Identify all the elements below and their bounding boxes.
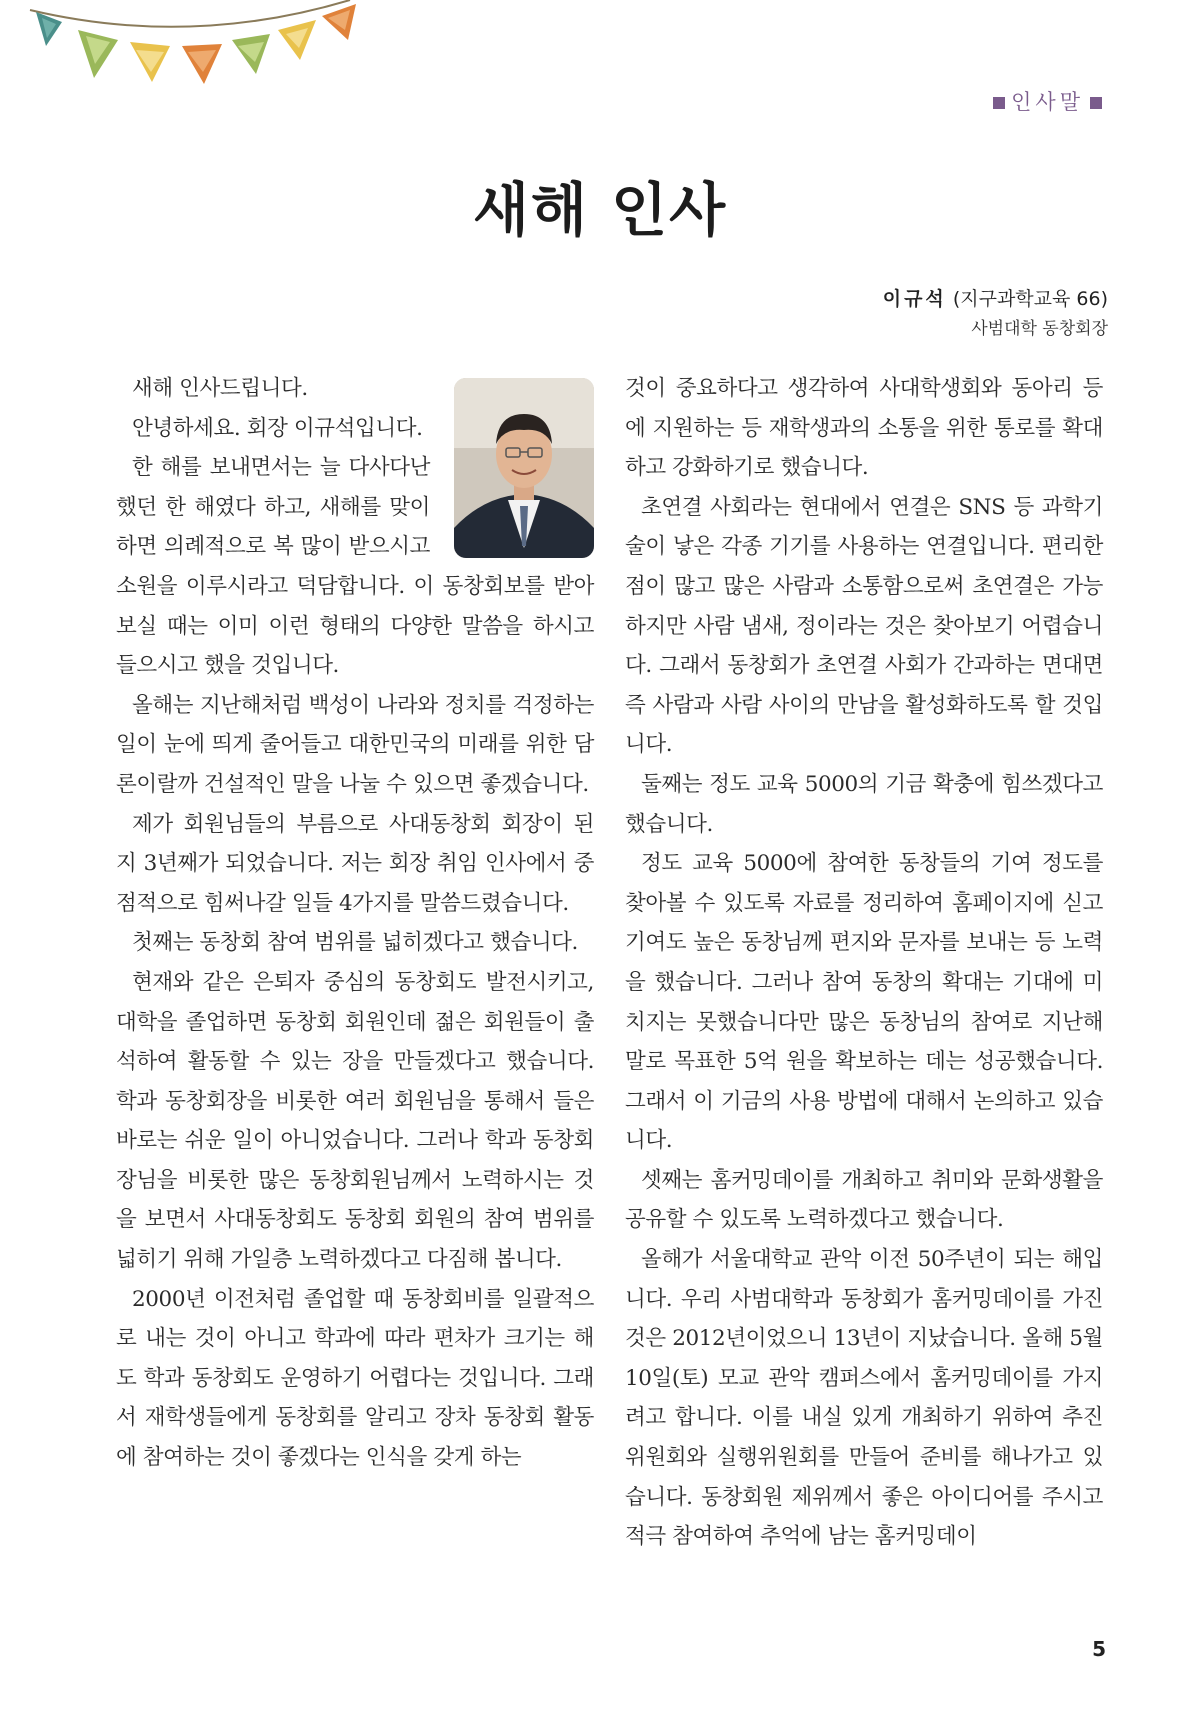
body-paragraph: 현재와 같은 은퇴자 중심의 동창회도 발전시키고, 대학을 졸업하면 동창회 회원인데 젊은 회원들이 출석하여 활동할 수 있는 장을 만들겠다고 했습니다. 학과 동창회장을 비롯한 여러 회원님을 통해서 들은 바로는 쉬운 일이 아니었습니다. 그러나 학과 동창회장님을 비롯한 많은 동창회원님께서 노력하시는 것을 보면서 사대동창회도 동창회 회원의 참여 범위를 넓히기 위해 가일층 노력하겠다고 다짐해 봅니다. xyxy=(116,969,594,1273)
square-bullet-icon xyxy=(1090,97,1102,109)
author-portrait-photo xyxy=(454,378,594,558)
body-column-right xyxy=(625,369,1103,1557)
section-tag xyxy=(987,86,1108,116)
body-paragraph: 올해가 서울대학교 관악 이전 50주년이 되는 해입니다. 우리 사범대학과 동창회가 홈커밍데이를 가진 것은 2012년이었으니 13년이 지났습니다. 올해 5월 10일(토) 모교 관악 캠퍼스에서 홈커밍데이를 가지려고 합니다. 이를 내실 있게 개최하기 위하여 추진위원회와 실행위원회를 만들어 준비를 해나가고 있습니다. 동창회원 제위께서 좋은 아이디어를 주시고 적극 참여하여 추억에 남는 홈커밍데이 xyxy=(625,1247,1103,1550)
body-paragraph: 둘째는 정도 교육 5000의 기금 확충에 힘쓰겠다고 했습니다. xyxy=(625,771,1103,837)
body-paragraph: 한 해를 보내면서는 늘 다사다난했던 한 해였다 하고, 새해를 맞이하면 의례적으로 복 많이 받으시고 소원을 이루시라고 덕담합니다. 이 동창회보를 받아보실 때는 이미 이런 형태의 다양한 말씀을 하시고 들으시고 했을 것입니다. xyxy=(116,455,594,679)
body-paragraph: 새해 인사드립니다. xyxy=(132,376,308,401)
body-paragraph: 것이 중요하다고 생각하여 사대학생회와 동아리 등에 지원하는 등 재학생과의 소통을 위한 통로를 확대하고 강화하기로 했습니다. xyxy=(625,376,1103,481)
pennant-bunting-icon xyxy=(0,0,380,100)
article-title: 새해 인사 xyxy=(472,176,728,244)
author-role: 사범대학 동창회장 xyxy=(971,319,1108,339)
author-name: 이규석 xyxy=(882,288,947,310)
body-paragraph: 올해는 지난해처럼 백성이 나라와 정치를 걱정하는 일이 눈에 띄게 줄어들고 대한민국의 미래를 위한 담론이랄까 건설적인 말을 나눌 수 있으면 좋겠습니다. xyxy=(116,692,594,797)
body-paragraph: 안녕하세요. 회장 이규석입니다. xyxy=(132,415,423,441)
body-paragraph: 제가 회원님들의 부름으로 사대동창회 회장이 된 지 3년째가 되었습니다. 저는 회장 취임 인사에서 중점적으로 힘써나갈 일들 4가지를 말씀드렸습니다. xyxy=(116,811,594,916)
body-paragraph: 초연결 사회라는 현대에서 연결은 SNS 등 과학기술이 낳은 각종 기기를 사용하는 연결입니다. 편리한 점이 많고 많은 사람과 소통함으로써 초연결은 가능하지만 사람 냄새, 정이라는 것은 찾아보기 어렵습니다. 그래서 동창회가 초연결 사회가 간과하는 면대면 즉 사람과 사람 사이의 만남을 활성화하도록 할 것입니다. xyxy=(625,494,1103,758)
page-number: 5 xyxy=(1092,1637,1106,1661)
body-paragraph: 셋째는 홈커밍데이를 개최하고 취미와 문화생활을 공유할 수 있도록 노력하겠다고 했습니다. xyxy=(625,1167,1103,1233)
body-paragraph: 정도 교육 5000에 참여한 동창들의 기여 정도를 찾아볼 수 있도록 자료를 정리하여 홈페이지에 싣고 기여도 높은 동창님께 편지와 문자를 보내는 등 노력을 했습니다. 그러나 참여 동창의 확대는 기대에 미치지는 못했습니다만 많은 동창님의 참여로 지난해 말로 목표한 5억 원을 확보하는 데는 성공했습니다. 그래서 이 기금의 사용 방법에 대해서 논의하고 있습니다. xyxy=(625,851,1103,1154)
section-tag-label: 인사말 xyxy=(1011,90,1084,114)
square-bullet-icon xyxy=(993,97,1005,109)
author-affiliation: (지구과학교육 66) xyxy=(952,288,1108,310)
body-paragraph: 2000년 이전처럼 졸업할 때 동창회비를 일괄적으로 내는 것이 아니고 학과에 따라 편차가 크기는 해도 학과 동창회도 운영하기 어렵다는 것입니다. 그래서 재학생들에게 동창회를 알리고 장차 동창회 활동에 참여하는 것이 좋겠다는 인식을 갖게 하는 xyxy=(116,1286,594,1471)
author-block xyxy=(883,284,1108,344)
body-paragraph: 첫째는 동창회 참여 범위를 넓히겠다고 했습니다. xyxy=(132,930,578,956)
body-column-left xyxy=(116,369,594,1478)
